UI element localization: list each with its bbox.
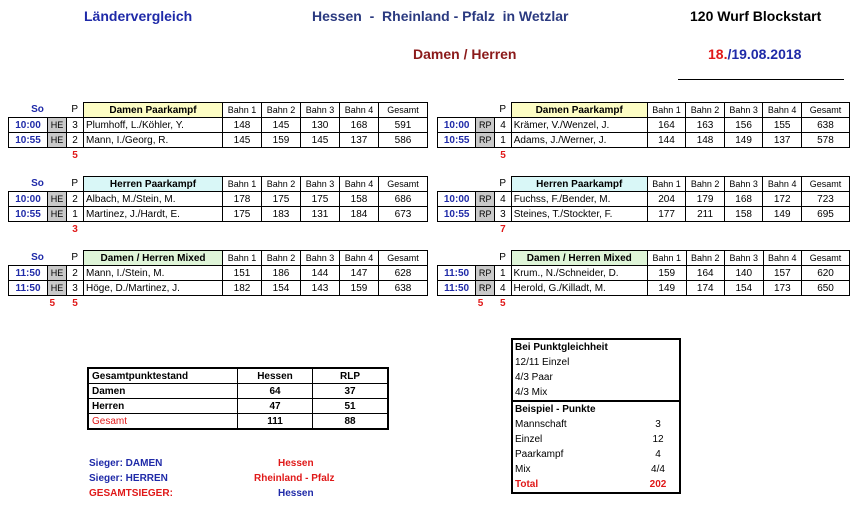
date-rest: /19.08.2018 — [727, 46, 802, 62]
header-title-right: 120 Wurf Blockstart — [690, 8, 822, 24]
player-names: Krämer, V./Wenzel, J. — [511, 118, 647, 133]
col-so-header: So — [31, 252, 44, 264]
lane-score: 148 — [686, 133, 725, 148]
pair-row — [9, 266, 428, 281]
totals-row — [88, 414, 388, 430]
winner-label: Sieger: HERREN — [89, 473, 168, 484]
header-title-left: Ländervergleich — [84, 8, 193, 24]
header-title-middle: Hessen - Rheinland - Pfalz in Wetzlar — [312, 8, 569, 24]
pair-row — [9, 281, 428, 296]
lane-score: 131 — [301, 207, 340, 222]
section-left-table — [8, 176, 428, 236]
player-names: Herold, G./Killadt, M. — [511, 281, 647, 296]
points: 2 — [67, 192, 84, 207]
start-time: 11:50 — [9, 266, 48, 281]
col-bahn-header: Bahn 2 — [262, 103, 301, 118]
footer-spacer — [438, 296, 476, 311]
start-time: 10:55 — [438, 207, 476, 222]
lane-score: 174 — [686, 281, 725, 296]
team-code: HE — [48, 207, 67, 222]
col-bahn-header: Bahn 4 — [763, 103, 802, 118]
total-score: 723 — [801, 192, 849, 207]
player-names: Adams, J./Werner, J. — [511, 133, 647, 148]
col-gesamt-header: Gesamt — [379, 251, 428, 266]
col-p-header: P — [499, 104, 507, 116]
total-score: 695 — [801, 207, 849, 222]
total-score: 620 — [802, 266, 850, 281]
pair-row — [9, 133, 428, 148]
start-time: 11:50 — [9, 281, 48, 296]
total-score: 686 — [379, 192, 428, 207]
lane-score: 182 — [223, 281, 262, 296]
lane-score: 145 — [223, 133, 262, 148]
example-item — [513, 417, 679, 432]
player-names: Plumhoff, L./Köhler, Y. — [84, 118, 223, 133]
points-sum-a — [476, 222, 495, 237]
start-time: 10:00 — [9, 118, 48, 133]
footer-spacer — [438, 148, 476, 163]
col-gesamt-header: Gesamt — [379, 103, 428, 118]
col-bahn-header: Bahn 1 — [223, 251, 262, 266]
player-names: Fuchss, F./Bender, M. — [511, 192, 647, 207]
col-bahn-header: Bahn 4 — [763, 251, 802, 266]
pair-row — [9, 192, 428, 207]
team-code: RP — [476, 207, 495, 222]
pair-row — [438, 118, 850, 133]
lane-score: 137 — [763, 133, 802, 148]
pair-row — [438, 266, 850, 281]
lane-score: 172 — [763, 192, 802, 207]
pair-row — [9, 118, 428, 133]
example-value: 12 — [652, 434, 664, 445]
col-bahn-header: Bahn 4 — [340, 103, 379, 118]
col-bahn-header: Bahn 3 — [724, 103, 763, 118]
lane-score: 168 — [340, 118, 379, 133]
section-left-table — [8, 250, 428, 310]
points: 1 — [495, 266, 511, 281]
points: 2 — [67, 133, 84, 148]
lane-score: 178 — [223, 192, 262, 207]
col-gesamt-header: Gesamt — [801, 103, 849, 118]
lane-score: 184 — [340, 207, 379, 222]
lane-score: 183 — [262, 207, 301, 222]
lane-score: 147 — [340, 266, 379, 281]
col-so-header — [438, 103, 495, 118]
points-sum: 5 — [500, 149, 506, 161]
start-time: 11:50 — [438, 281, 476, 296]
col-bahn-header: Bahn 1 — [223, 103, 262, 118]
points-sum: 7 — [500, 223, 506, 235]
example-value: 4/4 — [651, 464, 665, 475]
team-code: RP — [476, 281, 495, 296]
col-gesamt-header: Gesamt — [379, 177, 428, 192]
total-score: 673 — [379, 207, 428, 222]
section-right-table — [437, 250, 850, 310]
totals-title: Gesamtpunktestand — [88, 368, 238, 384]
total-score: 591 — [379, 118, 428, 133]
lane-score: 155 — [763, 118, 802, 133]
pair-row — [438, 133, 850, 148]
col-bahn-header: Bahn 4 — [340, 251, 379, 266]
totals-header-hessen: Hessen — [238, 368, 313, 384]
points-sum: 5 — [72, 297, 78, 309]
footer-spacer — [438, 222, 476, 237]
player-names: Mann, I./Georg, R. — [84, 133, 223, 148]
winner-value: Rheinland - Pfalz — [254, 473, 335, 484]
totals-value: 37 — [313, 384, 389, 399]
total-score: 650 — [802, 281, 850, 296]
points: 2 — [67, 266, 84, 281]
col-bahn-header: Bahn 2 — [262, 177, 301, 192]
tiebreak-line: 12/11 Einzel — [515, 357, 570, 368]
team-code: RP — [476, 192, 495, 207]
col-so-header: So — [31, 178, 44, 190]
pair-row — [438, 207, 850, 222]
footer-spacer — [9, 296, 48, 311]
col-bahn-header: Bahn 2 — [686, 177, 725, 192]
player-names: Martinez, J./Hardt, E. — [84, 207, 223, 222]
points: 3 — [67, 118, 84, 133]
team-code: RP — [476, 118, 495, 133]
totals-table — [87, 367, 389, 430]
start-time: 10:00 — [438, 192, 476, 207]
pair-row — [438, 192, 850, 207]
lane-score: 204 — [647, 192, 686, 207]
winner-label: GESAMTSIEGER: — [89, 488, 173, 499]
section-title: Damen / Herren Mixed — [84, 251, 223, 266]
lane-score: 145 — [301, 133, 340, 148]
start-time: 10:55 — [9, 207, 48, 222]
example-total-label: Total — [515, 479, 539, 490]
example-label: Mannschaft — [515, 419, 567, 430]
points-sum-a — [48, 222, 67, 237]
team-code: HE — [48, 281, 67, 296]
col-bahn-header: Bahn 1 — [648, 251, 687, 266]
points: 4 — [495, 118, 512, 133]
lane-score: 149 — [724, 133, 763, 148]
section-title: Herren Paarkampf — [511, 177, 647, 192]
total-score: 578 — [801, 133, 849, 148]
totals-header-rlp: RLP — [313, 368, 389, 384]
lane-score: 157 — [763, 266, 802, 281]
lane-score: 144 — [301, 266, 340, 281]
player-names: Krum., N./Schneider, D. — [511, 266, 647, 281]
lane-score: 154 — [262, 281, 301, 296]
lane-score: 154 — [725, 281, 764, 296]
example-value: 4 — [655, 449, 661, 460]
example-value: 3 — [655, 419, 661, 430]
total-score: 586 — [379, 133, 428, 148]
col-bahn-header: Bahn 3 — [301, 177, 340, 192]
col-bahn-header: Bahn 1 — [223, 177, 262, 192]
col-p-header: P — [71, 178, 79, 190]
team-code: RP — [476, 133, 495, 148]
header-subtitle: Damen / Herren — [413, 46, 517, 62]
lane-score: 143 — [301, 281, 340, 296]
player-names: Höge, D./Martinez, J. — [84, 281, 223, 296]
lane-score: 175 — [223, 207, 262, 222]
example-total-value: 202 — [649, 479, 667, 490]
points: 3 — [495, 207, 512, 222]
totals-label: Damen — [88, 384, 238, 399]
col-bahn-header: Bahn 3 — [301, 251, 340, 266]
lane-score: 159 — [648, 266, 687, 281]
points-sum-a — [476, 148, 495, 163]
lane-score: 137 — [340, 133, 379, 148]
points: 4 — [495, 281, 511, 296]
points: 4 — [495, 192, 512, 207]
totals-value: 47 — [238, 399, 313, 414]
lane-score: 159 — [340, 281, 379, 296]
lane-score: 168 — [724, 192, 763, 207]
totals-row — [88, 384, 388, 399]
lane-score: 164 — [647, 118, 686, 133]
col-so-header — [438, 251, 495, 266]
col-bahn-header: Bahn 4 — [340, 177, 379, 192]
lane-score: 148 — [223, 118, 262, 133]
col-p-header: P — [71, 104, 79, 116]
section-title: Damen / Herren Mixed — [511, 251, 647, 266]
points-sum: 5 — [500, 297, 506, 309]
footer-spacer — [9, 222, 48, 237]
total-score: 638 — [801, 118, 849, 133]
header-date — [708, 46, 801, 62]
example-title: Beispiel - Punkte — [513, 400, 679, 417]
totals-value: 64 — [238, 384, 313, 399]
col-bahn-header: Bahn 1 — [647, 103, 686, 118]
points-sum-a: 5 — [477, 297, 484, 309]
pair-row — [9, 207, 428, 222]
start-time: 10:00 — [9, 192, 48, 207]
example-label: Paarkampf — [515, 449, 564, 460]
points-sum: 5 — [72, 149, 78, 161]
lane-score: 175 — [301, 192, 340, 207]
section-right-table — [437, 176, 850, 236]
col-bahn-header: Bahn 2 — [686, 103, 725, 118]
lane-score: 149 — [648, 281, 687, 296]
section-title: Damen Paarkampf — [511, 103, 647, 118]
col-bahn-header: Bahn 2 — [686, 251, 725, 266]
lane-score: 151 — [223, 266, 262, 281]
date-day1: 18. — [708, 46, 728, 62]
section-right-table — [437, 102, 850, 162]
example-item — [513, 462, 679, 477]
player-names: Steines, T./Stockter, F. — [511, 207, 647, 222]
lane-score: 173 — [763, 281, 802, 296]
winner-label: Sieger: DAMEN — [89, 458, 163, 469]
col-so-header — [438, 177, 495, 192]
lane-score: 130 — [301, 118, 340, 133]
col-gesamt-header: Gesamt — [802, 251, 850, 266]
totals-label: Gesamt — [88, 414, 238, 430]
example-total — [513, 477, 679, 492]
col-p-header: P — [499, 252, 506, 264]
col-so-header: So — [31, 104, 44, 116]
lane-score: 140 — [725, 266, 764, 281]
lane-score: 144 — [647, 133, 686, 148]
points-sum-a — [48, 148, 67, 163]
col-bahn-header: Bahn 4 — [763, 177, 802, 192]
tiebreak-line: 4/3 Paar — [515, 372, 553, 383]
col-p-header: P — [499, 178, 507, 190]
totals-value: 51 — [313, 399, 389, 414]
lane-score: 211 — [686, 207, 725, 222]
col-bahn-header: Bahn 3 — [725, 251, 764, 266]
col-bahn-header: Bahn 2 — [262, 251, 301, 266]
totals-row — [88, 399, 388, 414]
example-item — [513, 432, 679, 447]
col-gesamt-header: Gesamt — [801, 177, 849, 192]
col-bahn-header: Bahn 3 — [301, 103, 340, 118]
winner-value: Hessen — [278, 458, 314, 469]
points-sum-a: 5 — [49, 297, 56, 309]
lane-score: 186 — [262, 266, 301, 281]
tiebreak-line: 4/3 Mix — [515, 387, 548, 398]
lane-score: 163 — [686, 118, 725, 133]
lane-score: 158 — [724, 207, 763, 222]
lane-score: 145 — [262, 118, 301, 133]
lane-score: 177 — [647, 207, 686, 222]
team-code: HE — [48, 133, 67, 148]
totals-label: Herren — [88, 399, 238, 414]
example-item — [513, 447, 679, 462]
section-title: Damen Paarkampf — [84, 103, 223, 118]
start-time: 10:00 — [438, 118, 476, 133]
player-names: Mann, I./Stein, M. — [84, 266, 223, 281]
footer-spacer — [9, 148, 48, 163]
lane-score: 149 — [763, 207, 802, 222]
totals-value: 88 — [313, 414, 389, 430]
col-bahn-header: Bahn 3 — [724, 177, 763, 192]
start-time: 11:50 — [438, 266, 476, 281]
points: 1 — [495, 133, 512, 148]
total-score: 628 — [379, 266, 428, 281]
lane-score: 164 — [686, 266, 725, 281]
team-code: HE — [48, 266, 67, 281]
section-title: Herren Paarkampf — [84, 177, 223, 192]
start-time: 10:55 — [438, 133, 476, 148]
example-label: Einzel — [515, 434, 543, 445]
col-bahn-header: Bahn 1 — [647, 177, 686, 192]
winner-value: Hessen — [278, 488, 314, 499]
totals-value: 111 — [238, 414, 313, 430]
pair-row — [438, 281, 850, 296]
example-label: Mix — [515, 464, 531, 475]
lane-score: 159 — [262, 133, 301, 148]
lane-score: 175 — [262, 192, 301, 207]
team-code: RP — [476, 266, 495, 281]
points: 1 — [67, 207, 84, 222]
team-code: HE — [48, 118, 67, 133]
team-code: HE — [48, 192, 67, 207]
lane-score: 158 — [340, 192, 379, 207]
start-time: 10:55 — [9, 133, 48, 148]
points: 3 — [67, 281, 84, 296]
header-rule — [678, 79, 844, 80]
points-sum: 3 — [72, 223, 78, 235]
total-score: 638 — [379, 281, 428, 296]
lane-score: 179 — [686, 192, 725, 207]
col-p-header: P — [71, 252, 79, 264]
tiebreak-title: Bei Punktgleichheit — [515, 342, 608, 353]
lane-score: 156 — [724, 118, 763, 133]
player-names: Albach, M./Stein, M. — [84, 192, 223, 207]
tiebreak-box — [511, 338, 681, 494]
section-left-table — [8, 102, 428, 162]
